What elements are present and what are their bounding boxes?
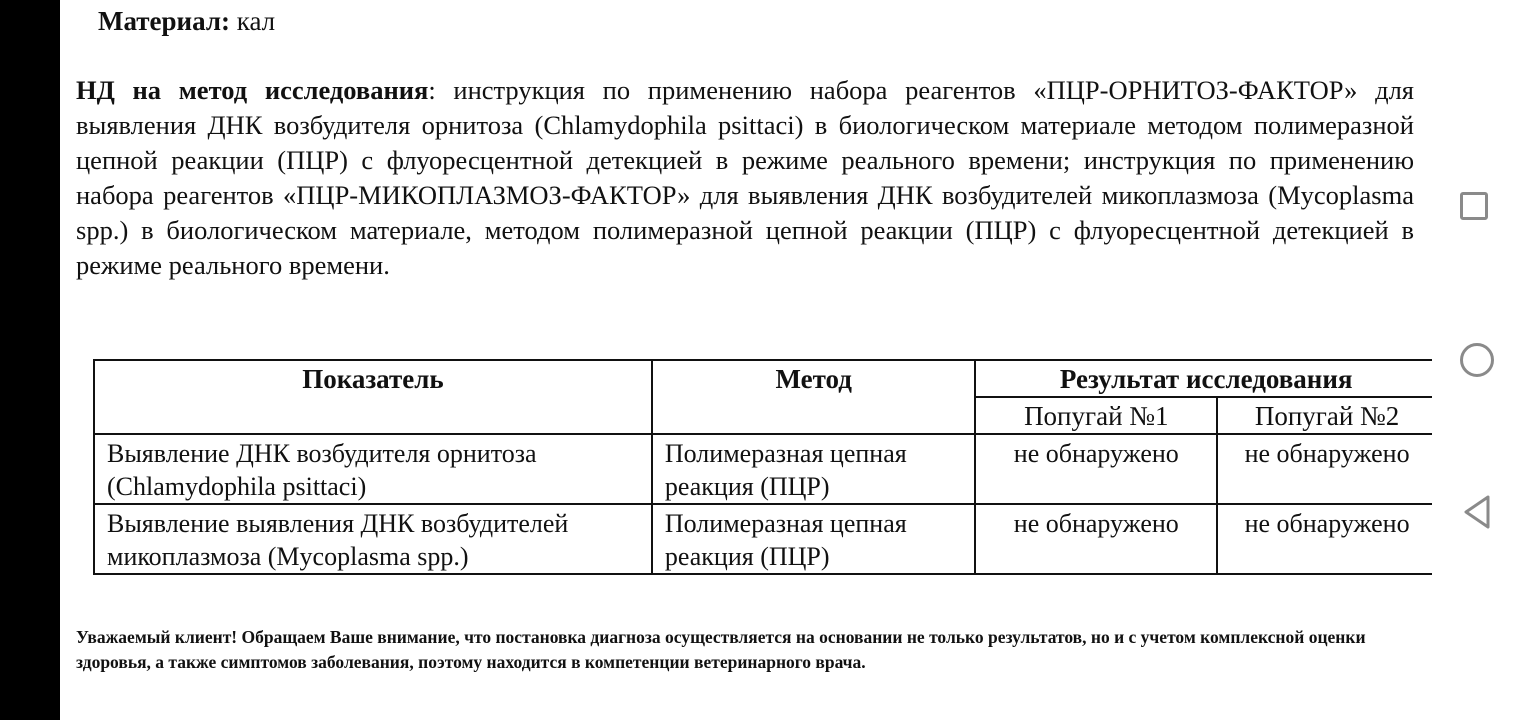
cell-indicator: [94, 504, 652, 574]
recents-square-icon[interactable]: [1460, 192, 1488, 220]
header-result: Результат исследования: [975, 360, 1432, 397]
material-label: Материал:: [98, 6, 230, 36]
table-row: [94, 434, 1432, 504]
nd-text: : инструкция по применению набора реагентов «ПЦР-ОРНИТОЗ-ФАКТОР» для выявления ДНК возбудителя орнитоза (Chlamydophila psittaci) в биологическом материале методом полимеразной цепной реакции (ПЦР) с флуоресцентной детекцией в режиме реального времени; инструкция по применению набора реагентов «ПЦР-МИКОПЛАЗМОЗ-ФАКТОР» для выявления ДНК возбудителей микоплазмоза (Mycoplasma spp.) в биологическом материале, методом полимеразной цепной реакции (ПЦР) с флуоресцентной детекцией в режиме реального времени.: [76, 75, 1414, 280]
cell-method: [652, 434, 976, 504]
method-line: реакция (ПЦР): [664, 542, 830, 571]
cell-parrot1-result: не обнаружено: [975, 434, 1217, 504]
cell-parrot2-result: не обнаружено: [1217, 504, 1432, 574]
back-triangle-icon[interactable]: [1460, 494, 1494, 530]
header-method: Метод: [652, 360, 976, 434]
indicator-line: Выявление ДНК возбудителя орнитоза: [107, 439, 537, 468]
client-notice: Уважаемый клиент! Обращаем Ваше внимание, что постановка диагноза осуществляется на основании не только результатов, но и с учетом комплексной оценки здоровья, а также симптомов заболевания, поэтому находится в компетенции ветеринарного врача.: [76, 627, 1366, 672]
method-line: Полимеразная цепная: [664, 509, 907, 538]
cell-parrot2-result: не обнаружено: [1217, 434, 1432, 504]
indicator-line: Выявление выявления ДНК возбудителей: [107, 509, 569, 538]
header-parrot2: Попугай №2: [1217, 397, 1432, 434]
cell-method: [652, 504, 976, 574]
nd-paragraph: [76, 73, 1414, 283]
header-indicator: Показатель: [94, 360, 652, 434]
table-header-row: [94, 360, 1432, 397]
results-table: [93, 359, 1432, 575]
indicator-line: микоплазмоза (Mycoplasma spp.): [107, 542, 469, 571]
table-row: [94, 504, 1432, 574]
nd-label: НД на метод исследования: [76, 75, 429, 105]
home-circle-icon[interactable]: [1460, 343, 1494, 377]
cell-parrot1-result: не обнаружено: [975, 504, 1217, 574]
material-value: кал: [236, 6, 276, 36]
material-line: [98, 4, 275, 38]
cell-indicator: [94, 434, 652, 504]
indicator-line: (Chlamydophila psittaci): [107, 472, 367, 501]
method-line: Полимеразная цепная: [664, 439, 907, 468]
header-parrot1: Попугай №1: [975, 397, 1217, 434]
document-page: [60, 0, 1432, 720]
method-line: реакция (ПЦР): [664, 472, 830, 501]
